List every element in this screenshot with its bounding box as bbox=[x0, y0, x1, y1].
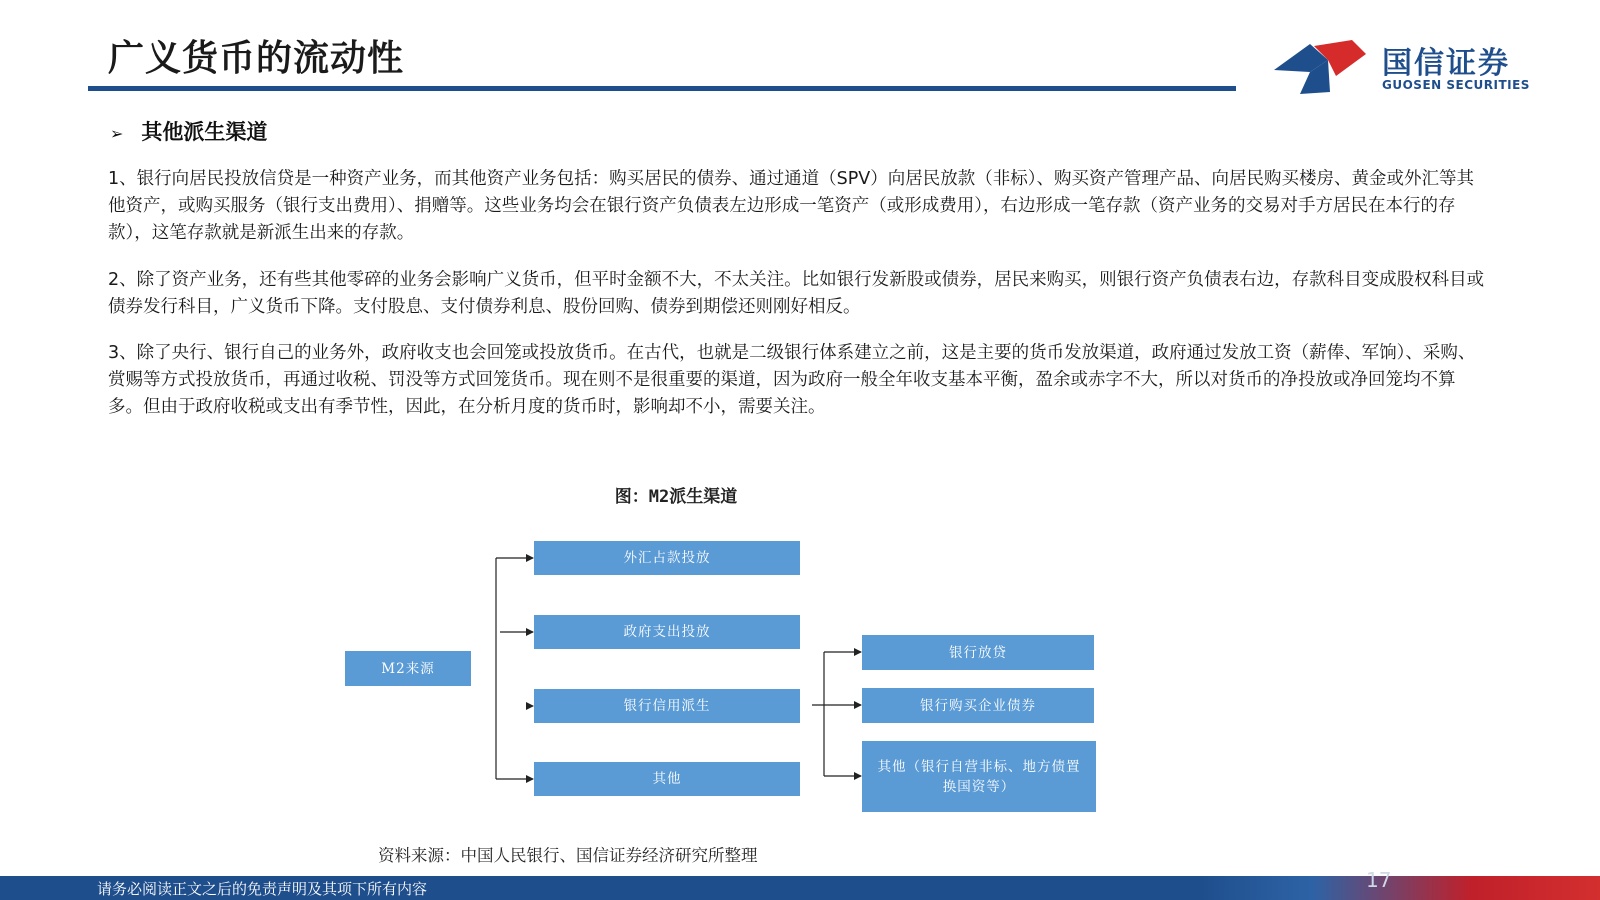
figure-source-note: 资料来源：中国人民银行、国信证券经济研究所整理 bbox=[378, 846, 758, 865]
flow-node-other-channel: 其他 bbox=[534, 762, 800, 796]
logo-english-name: GUOSEN SECURITIES bbox=[1382, 78, 1530, 92]
flow-node-bank-loans: 银行放贷 bbox=[862, 635, 1094, 670]
company-logo bbox=[1270, 36, 1550, 96]
figure-title: 图：M2派生渠道 bbox=[614, 487, 738, 507]
logo-chinese-name: 国信证券 bbox=[1382, 46, 1510, 81]
footer-disclaimer: 请务必阅读正文之后的免责声明及其项下所有内容 bbox=[97, 880, 428, 898]
flow-node-bank-credit-channel: 银行信用派生 bbox=[534, 689, 800, 723]
footer-bar bbox=[0, 876, 1600, 900]
flow-node-m2-source: M2来源 bbox=[345, 651, 471, 686]
flow-node-fx-channel: 外汇占款投放 bbox=[534, 541, 800, 575]
page-number: 17 bbox=[1366, 868, 1392, 892]
paragraph-3: 3、除了央行、银行自己的业务外，政府收支也会回笼或投放货币。在古代，也就是二级银行体系建立之前，这是主要的货币发放渠道，政府通过发放工资（薪俸、军饷）、采购、赏赐等方式投放货币，再通过收税、罚没等方式回笼货币。现在则不是很重要的渠道，因为政府一般全年收支基本平衡，盈余或赤字不大，所以对货币的净投放或净回笼均不算多。但由于政府收税或支出有季节性，因此，在分析月度的货币时，影响却不小，需要关注。 bbox=[108, 343, 1476, 417]
paragraph-1: 1、银行向居民投放信贷是一种资产业务，而其他资产业务包括：购买居民的债券、通过通道（SPV）向居民放款（非标）、购买资产管理产品、向居民购买楼房、黄金或外汇等其他资产，或购买服务（银行支出费用）、捐赠等。这些业务均会在银行资产负债表左边形成一笔资产（或形成费用），右边形成一笔存款（资产业务的交易对手方居民在本行的存款），这笔存款就是新派生出来的存款。 bbox=[108, 169, 1475, 243]
flow-node-government-channel: 政府支出投放 bbox=[534, 615, 800, 649]
flow-node-bank-bond-purchase: 银行购买企业债券 bbox=[862, 688, 1094, 723]
section-heading-text: 其他派生渠道 bbox=[141, 120, 268, 144]
guosen-logo-icon bbox=[1270, 36, 1370, 96]
title-divider bbox=[88, 86, 1236, 91]
flow-node-bank-other: 其他（银行自营非标、地方债置换国资等） bbox=[862, 741, 1096, 812]
triangle-right-icon: ➢ bbox=[110, 124, 124, 143]
section-heading bbox=[110, 116, 267, 146]
page-title: 广义货币的流动性 bbox=[108, 38, 405, 79]
paragraph-2: 2、除了资产业务，还有些其他零碎的业务会影响广义货币，但平时金额不大，不太关注。比如银行发新股或债券，居民来购买，则银行资产负债表右边，存款科目变成股权科目或债券发行科目，广义货币下降。支付股息、支付债券利息、股份回购、债券到期偿还则刚好相反。 bbox=[108, 270, 1485, 317]
